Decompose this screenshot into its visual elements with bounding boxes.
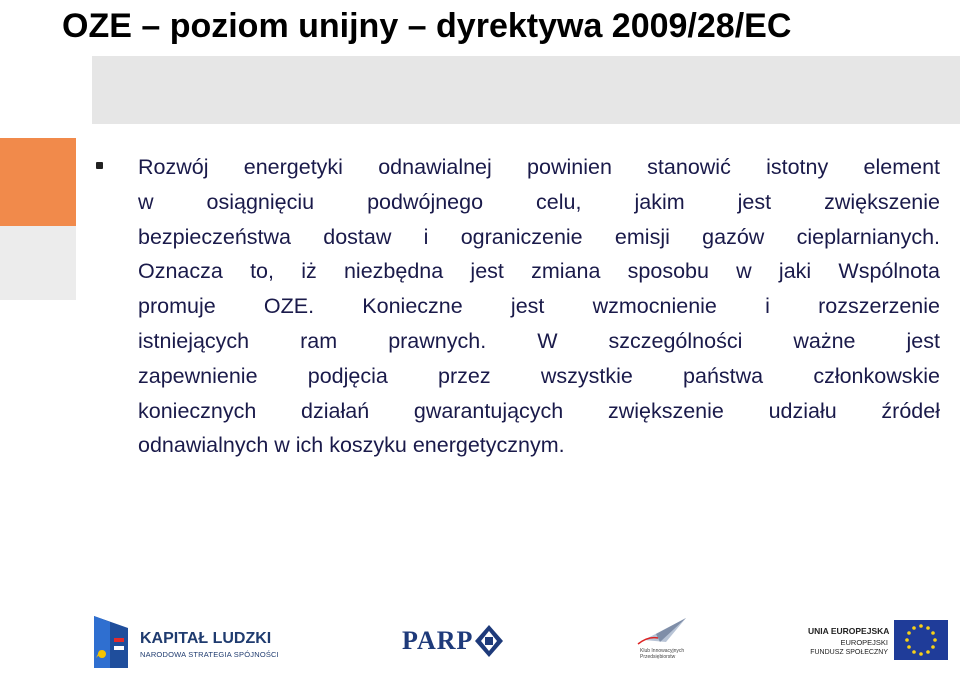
header-band (92, 56, 960, 124)
kapital-ludzki-subtitle: NARODOWA STRATEGIA SPÓJNOŚCI (140, 650, 279, 659)
kip-logo (636, 614, 696, 666)
eu-flag-icon (894, 620, 948, 660)
kapital-ludzki-name: KAPITAŁ LUDZKI (140, 630, 272, 647)
bullet-marker (96, 162, 103, 169)
ue-efs-logo (808, 618, 950, 664)
parp-name: PARP (402, 626, 474, 655)
kapital-ludzki-logo (88, 612, 278, 670)
paragraph-line: Oznacza to, iż niezbędna jest zmiana sposobu w jaki Wspólnota (138, 259, 940, 284)
ue-line-3: FUNDUSZ SPOŁECZNY (810, 649, 888, 656)
slide-title: OZE – poziom unijny – dyrektywa 2009/28/EC (62, 7, 792, 45)
bullet-paragraph (138, 150, 940, 463)
paragraph-line: w osiągnięciu podwójnego celu, jakim jest zwiększenie (138, 189, 940, 214)
paragraph-line: zapewnienie podjęcia przez wszystkie państwa członkowskie (138, 363, 940, 388)
paragraph-line: odnawialnych w ich koszyku energetycznym. (138, 433, 565, 458)
paragraph-line: istniejących ram prawnych. W szczególności ważne jest (138, 328, 940, 353)
paragraph-line: bezpieczeństwa dostaw i ograniczenie emisji gazów cieplarnianych. (138, 224, 940, 249)
parp-logo (398, 616, 508, 666)
paper-plane-icon (636, 614, 688, 646)
kapital-ludzki-emblem-icon (88, 612, 134, 670)
kip-caption: Klub Innowacyjnych Przedsiębiorstw (640, 648, 685, 660)
parp-emblem-icon (474, 624, 504, 658)
ue-line-1: UNIA EUROPEJSKA (808, 626, 890, 636)
accent-block (0, 138, 76, 226)
paragraph-line: Rozwój energetyki odnawialnej powinien stanowić istotny element (138, 155, 940, 179)
paragraph-line: promuje OZE. Konieczne jest wzmocnienie i rozszerzenie (138, 294, 940, 319)
side-strip (0, 226, 76, 300)
ue-line-2: EUROPEJSKI (840, 638, 888, 647)
paragraph-line: koniecznych działań gwarantujących zwiększenie udziału źródeł (138, 398, 940, 423)
